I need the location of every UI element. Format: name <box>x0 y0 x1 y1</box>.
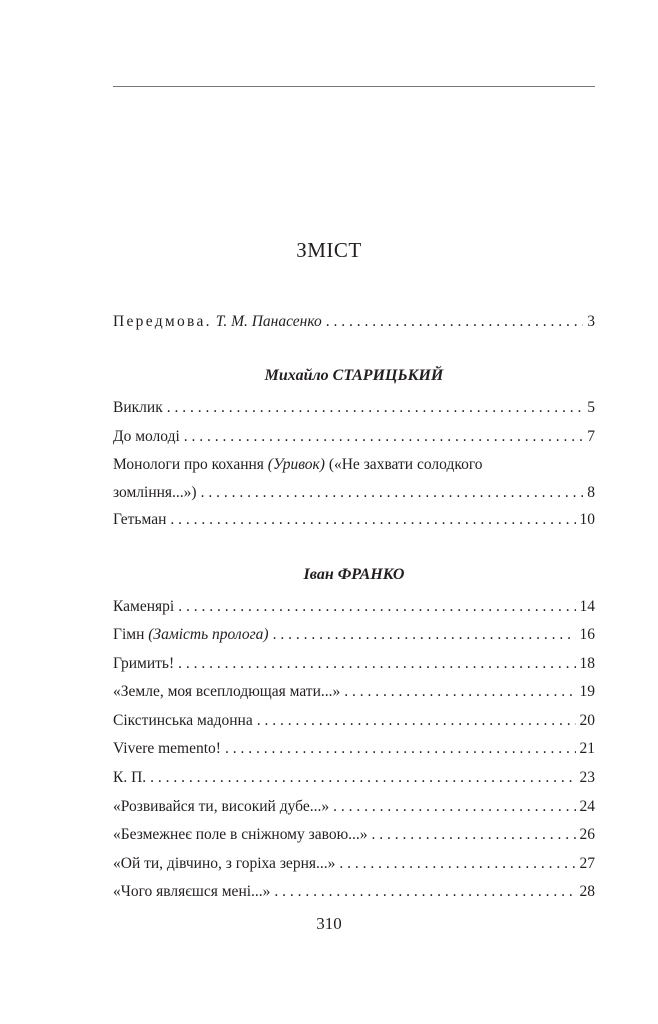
entry-title: Vivere memento! <box>113 740 221 757</box>
entry-subtitle: (Уривок) <box>267 456 325 473</box>
toc-entry <box>113 707 595 735</box>
toc-entry <box>113 423 595 451</box>
toc-entry-foreword <box>113 308 595 336</box>
section-heading: Михайло СТАРИЦЬКИЙ <box>264 367 444 384</box>
toc-entry <box>113 878 595 906</box>
section-heading: Іван ФРАНКО <box>303 566 405 583</box>
dot-leader <box>167 394 584 422</box>
toc-entry-multiline <box>113 451 595 507</box>
page-ref: 18 <box>579 655 595 672</box>
dot-leader <box>150 764 575 792</box>
foreword-author: Т. М. Панасенко <box>215 313 322 330</box>
toc-entry <box>113 394 595 422</box>
toc-entry <box>113 650 595 678</box>
page-ref: 8 <box>587 484 595 501</box>
page-ref: 5 <box>587 399 595 416</box>
toc-entry <box>113 850 595 878</box>
toc-entry <box>113 621 595 649</box>
page-ref: 26 <box>579 826 595 843</box>
entry-title: «Безмежнеє поле в сніжному завою...» <box>113 826 368 843</box>
entry-title-rest: («Не захвати солодкого <box>328 456 483 473</box>
entry-subtitle: (Замість пролога) <box>148 626 269 643</box>
dot-leader <box>333 793 575 821</box>
dot-leader <box>273 621 576 649</box>
toc-entry <box>113 821 595 849</box>
entry-title: До молоді <box>113 428 180 445</box>
top-rule <box>113 86 595 87</box>
dot-leader <box>225 735 576 763</box>
page-ref: 14 <box>579 598 595 615</box>
entry-title: «Розвивайся ти, високий дубе...» <box>113 798 330 815</box>
dot-leader <box>274 878 575 906</box>
toc-entry <box>113 793 595 821</box>
page-ref: 24 <box>579 798 595 815</box>
page-ref: 7 <box>587 428 595 445</box>
entry-title: «Ой ти, дівчино, з горіха зерня...» <box>113 855 336 872</box>
entry-title: Сікстинська мадонна <box>113 712 253 729</box>
page-ref: 20 <box>579 712 595 729</box>
dot-leader <box>257 707 576 735</box>
dot-leader <box>178 650 575 678</box>
page-ref: 10 <box>579 511 595 528</box>
toc-entry <box>113 593 595 621</box>
entry-title: Монологи про кохання <box>113 456 264 473</box>
entry-title: «Земле, моя всеплодющая мати...» <box>113 683 341 700</box>
entry-title: Виклик <box>113 399 163 416</box>
entry-title-line2: зомління...») <box>113 484 197 501</box>
dot-leader <box>201 479 584 507</box>
page-ref: 16 <box>579 626 595 643</box>
dot-leader <box>344 678 575 706</box>
entry-title: Каменярі <box>113 598 175 615</box>
dot-leader <box>170 506 575 534</box>
dot-leader <box>326 308 583 336</box>
page-ref: 3 <box>587 313 595 330</box>
entry-title: К. П. <box>113 769 147 786</box>
page-ref: 19 <box>579 683 595 700</box>
page-title: ЗМІСТ <box>296 238 362 262</box>
toc-entry <box>113 506 595 534</box>
entry-title: Гетьман <box>113 511 167 528</box>
foreword-label: Передмова. <box>113 313 212 330</box>
toc-entry <box>113 735 595 763</box>
page-ref: 27 <box>579 855 595 872</box>
toc-entry <box>113 764 595 792</box>
entry-title: «Чого являєшся мені...» <box>113 883 271 900</box>
dot-leader <box>372 821 576 849</box>
page-ref: 23 <box>579 769 595 786</box>
page-ref: 21 <box>579 740 595 757</box>
entry-title: Гімн <box>113 626 145 643</box>
dot-leader <box>178 593 575 621</box>
entry-title: Гримить! <box>113 655 175 672</box>
page-ref: 28 <box>579 883 595 900</box>
page-number: 310 <box>316 914 342 933</box>
toc-entry <box>113 678 595 706</box>
dot-leader <box>184 423 583 451</box>
dot-leader <box>339 850 575 878</box>
